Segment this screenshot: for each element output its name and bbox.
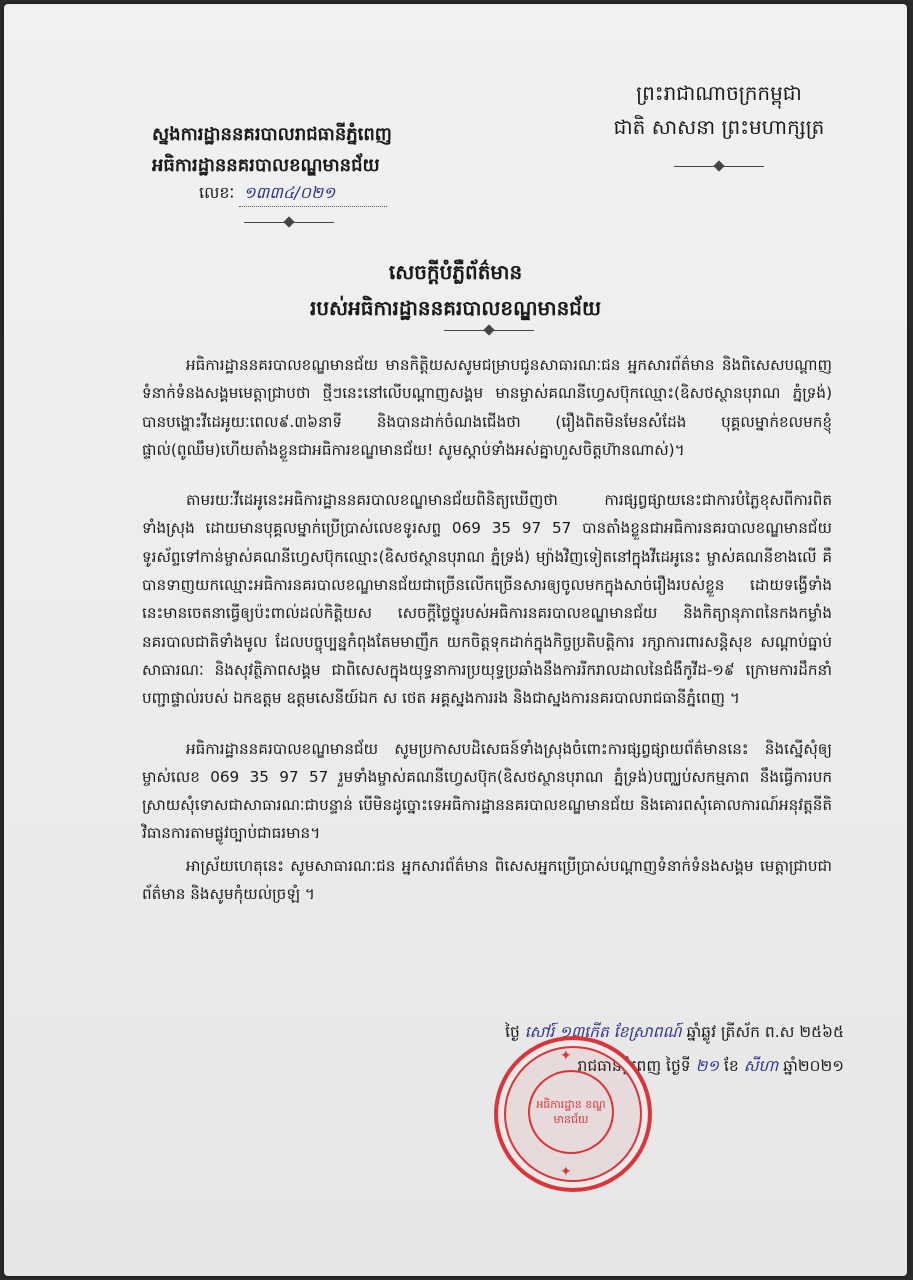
date-month-handwritten: សីហា <box>743 1057 779 1075</box>
paragraph-4: អាស្រ័យហេតុនេះ សូមសាធារណៈជន អ្នកសារព័ត៌មាន ពិសេសអ្នកប្រើប្រាស់បណ្ដាញទំនាក់ទំនងសង្គម មេត្តាជ្រាបជាព័ត៌មាន និងសូមកុំយល់ច្រឡំ ។ <box>142 856 832 904</box>
kingdom-motto <box>594 76 844 144</box>
divider-ornament <box>444 326 534 336</box>
ministry-line1: ស្នងការដ្ឋាននគរបាលរាជធានីភ្នំពេញ <box>152 124 392 145</box>
kingdom-line2: ជាតិ សាសនា ព្រះមហាក្សត្រ <box>613 115 825 139</box>
seal-center: អធិការដ្ឋាន ខណ្ឌមានជ័យ <box>528 1070 614 1154</box>
month-label: ខែ <box>723 1057 739 1075</box>
date-day-handwritten: ២១ <box>695 1057 720 1075</box>
title-line1: សេចក្ដីបំភ្លឺព័ត៌មាន <box>388 260 523 284</box>
lunar-date-line <box>404 1022 844 1045</box>
paragraph-1: អធិការដ្ឋាននគរបាលខណ្ឌមានជ័យ មានកិត្តិយសសូមជម្រាបជូនសាធារណៈជន អ្នកសារព័ត៌មាន និងពិសេសបណ្ដាញទំនាក់ទំនងសង្គមមេត្តាជ្រាបថា ថ្មីៗនេះនៅលើបណ្ដាញសង្គម មានម្ចាស់គណនីហ្វេសប៊ុកឈ្មោះ(ឧិសថស្ថានបុរាណ ភ្នំទ្រង់) បានបង្ហោះវីដេអូយៈពេល៩.៣៦នាទី និងបានដាក់ចំណងជើងថា (រឿងពិតមិនមែនសំដែង បុគ្គលម្នាក់ខលមកខ្ញុំផ្ទាល់(ពូឈឹម)ហើយតាំងខ្លួនជាអធិការខណ្ឌមានជ័យ! សូមស្ដាប់ទាំងអស់គ្នាហួសចិត្តហ៊ានណាស់)។ <box>142 356 832 459</box>
paragraph-3: អធិការដ្ឋាននគរបាលខណ្ឌមានជ័យ សូមប្រកាសបដិសេធន៍ទាំងស្រុងចំពោះការផ្សព្វផ្សាយព័ត៌មាននេះ និងស្នើសុំឲ្យម្ចាស់លេខ 069 35 97 57 រួមទាំងម្ចាស់គណនីហ្វេសប៊ុក(ឧិសថស្ថានបុរាណ ភ្នំទ្រង់)បញ្ឈប់សកម្មភាព នឹងធ្វើការបកស្រាយសុំទោសជាសាធារណៈជាបន្ទាន់ បើមិនដូច្នោះទេអធិការដ្ឋាននគរបាលខណ្ឌមានជ័យ និងគោរពសុំគោលការណ៍អនុវត្តនីតិវិធានការតាមផ្លូវច្បាប់ជាធរមាន។ <box>142 739 832 843</box>
ministry-line2: អធិការដ្ឋាននគរបាលខណ្ឌមានជ័យ <box>152 155 380 176</box>
issuing-authority <box>152 119 472 181</box>
year-label: ឆ្នាំ២០២១ <box>783 1057 844 1075</box>
seal-star-icon: ✦ <box>560 1048 572 1064</box>
reference-number <box>199 182 387 207</box>
divider-ornament <box>674 162 764 172</box>
official-seal <box>494 1036 652 1192</box>
document-title <box>4 254 907 326</box>
lunar-date-handwritten: សៅរ៍ ១៣កើត ខែស្រាពណ៍ <box>524 1023 682 1041</box>
divider-ornament <box>244 218 334 228</box>
title-line2: របស់អធិការដ្ឋាននគរបាលខណ្ឌមានជ័យ <box>309 296 601 320</box>
ref-label: លេខៈ <box>199 183 235 202</box>
ref-value: ១៣៣៤/០២១ <box>239 182 387 207</box>
kingdom-line1: ព្រះរាជាណាចក្រកម្ពុជា <box>636 81 802 105</box>
date-prefix: ថ្ងៃ <box>505 1023 520 1041</box>
paragraph-2: តាមរយៈវីដេអូនេះអធិការដ្ឋាននគរបាលខណ្ឌមានជ័យពិនិត្យឃើញថា ការផ្សព្វផ្សាយនេះជាការបំភ្លៃខុសពីការពិតទាំងស្រុង ដោយមានបុគ្គលម្នាក់ប្រើប្រាស់លេខទូរសព្ទ 069 35 97 57 បានតាំងខ្លួនជាអធិការនគរបាលខណ្ឌមានជ័យ ទូរស័ព្ទទៅកាន់ម្ចាស់គណនីហ្វេសប៊ុកឈ្មោះ(ឧិសថស្ថានបុរាណ ភ្នំទ្រង់) ម្យ៉ាងវិញទៀតនៅក្នុងវីដេអូនេះ ម្ចាស់គណនីខាងលើ គឺបានទាញយកឈ្មោះអធិការនគរបាលខណ្ឌមានជ័យជាច្រើនលើកច្រើនសារឲ្យចូលមកក្នុងសាច់រឿងរបស់ខ្លួន ដោយទង្វើទាំងនេះមានចេតនាធ្វើឲ្យប៉ះពាល់ដល់កិត្តិយស សេចក្ដីថ្លៃថ្នូរបស់អធិការនគរបាលខណ្ឌមានជ័យ និងកិត្យានុភាពនៃកងកម្លាំងនគរបាលជាតិទាំងមូល ដែលបច្ចុប្បន្នកំពុងតែមមាញឹក យកចិត្តទុកដាក់ក្នុងកិច្ចប្រតិបត្តិការ រក្សាការពារសន្តិសុខ សណ្ដាប់ធ្នាប់សាធារណៈ និងសុវត្ថិភាពសង្គម ជាពិសេសក្នុងយុទ្ធនាការប្រយុទ្ធប្រឆាំងនឹងការរីករាលដាលនៃជំងឺកូវីដ-១៩ ក្រោមការដឹកនាំបញ្ជាផ្ទាល់របស់ ឯកឧត្ដម ឧត្ដមសេនីយ៍ឯក ស ថេត អគ្គស្នងការរង និងជាស្នងការនគរបាលរាជធានីភ្នំពេញ ។ <box>142 491 832 708</box>
lunar-year: ឆ្នាំឆ្លូវ ត្រីស័ក ព.ស ២៥៦៥ <box>686 1023 844 1041</box>
document-page <box>4 4 907 1276</box>
place-date-prefix: រាជធានីភ្នំពេញ ថ្ងៃទី <box>577 1057 691 1075</box>
document-body <box>142 351 832 930</box>
seal-star-icon: ✦ <box>560 1164 572 1180</box>
